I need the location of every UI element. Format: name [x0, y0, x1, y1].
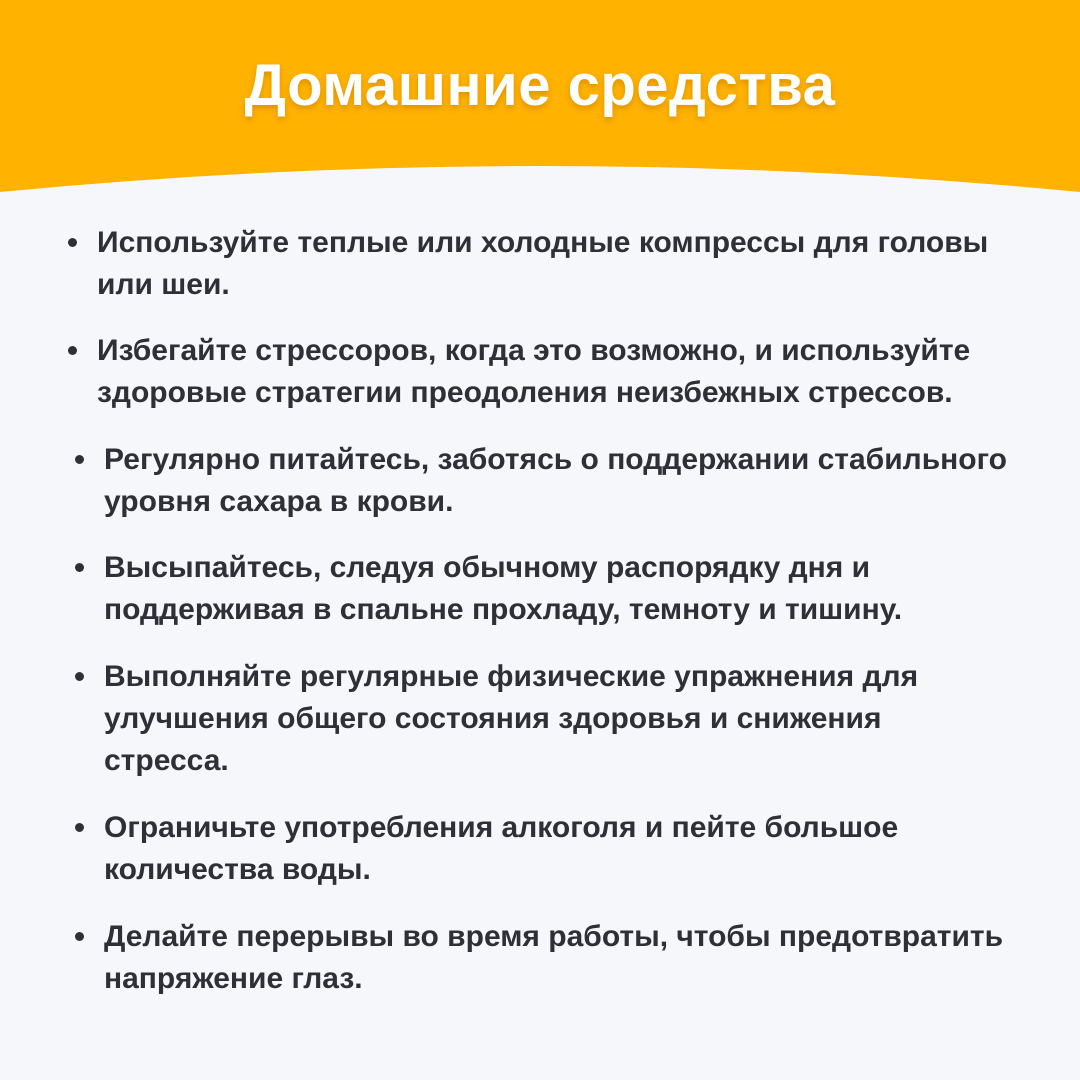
list-item — [75, 547, 975, 631]
bullet-icon — [68, 238, 77, 247]
list-item — [75, 916, 1015, 1000]
tip-text: Избегайте стрессоров, когда это возможно, и используйте здоровые стратегии преодоления неизбежных стрессов. — [97, 334, 971, 409]
tip-text: Ограничьте употребления алкоголя и пейте большое количества воды. — [104, 811, 899, 886]
list-item — [68, 330, 1008, 414]
bullet-icon — [75, 932, 84, 941]
tip-text: Высыпайтесь, следуя обычному распорядку дня и поддерживая в спальне прохладу, темноту и тишину. — [104, 551, 903, 626]
page-title: Домашние средства — [244, 53, 836, 118]
bullet-icon — [75, 455, 84, 464]
tip-text: Используйте теплые или холодные компрессы для головы или шеи. — [97, 226, 989, 301]
bullet-icon — [75, 823, 84, 832]
bullet-icon — [75, 672, 84, 681]
tip-text: Делайте перерывы во время работы, чтобы предотвратить напряжение глаз. — [104, 920, 1004, 995]
list-item — [75, 439, 1015, 523]
tip-text: Выполняйте регулярные физические упражнения для улучшения общего состояния здоровья и снижения стресса. — [104, 660, 919, 777]
bullet-icon — [68, 346, 77, 355]
list-item — [68, 222, 1008, 306]
tip-text: Регулярно питайтесь, заботясь о поддержании стабильного уровня сахара в крови. — [104, 443, 1008, 518]
list-item — [75, 807, 955, 891]
list-item — [75, 656, 955, 782]
bullet-icon — [75, 563, 84, 572]
